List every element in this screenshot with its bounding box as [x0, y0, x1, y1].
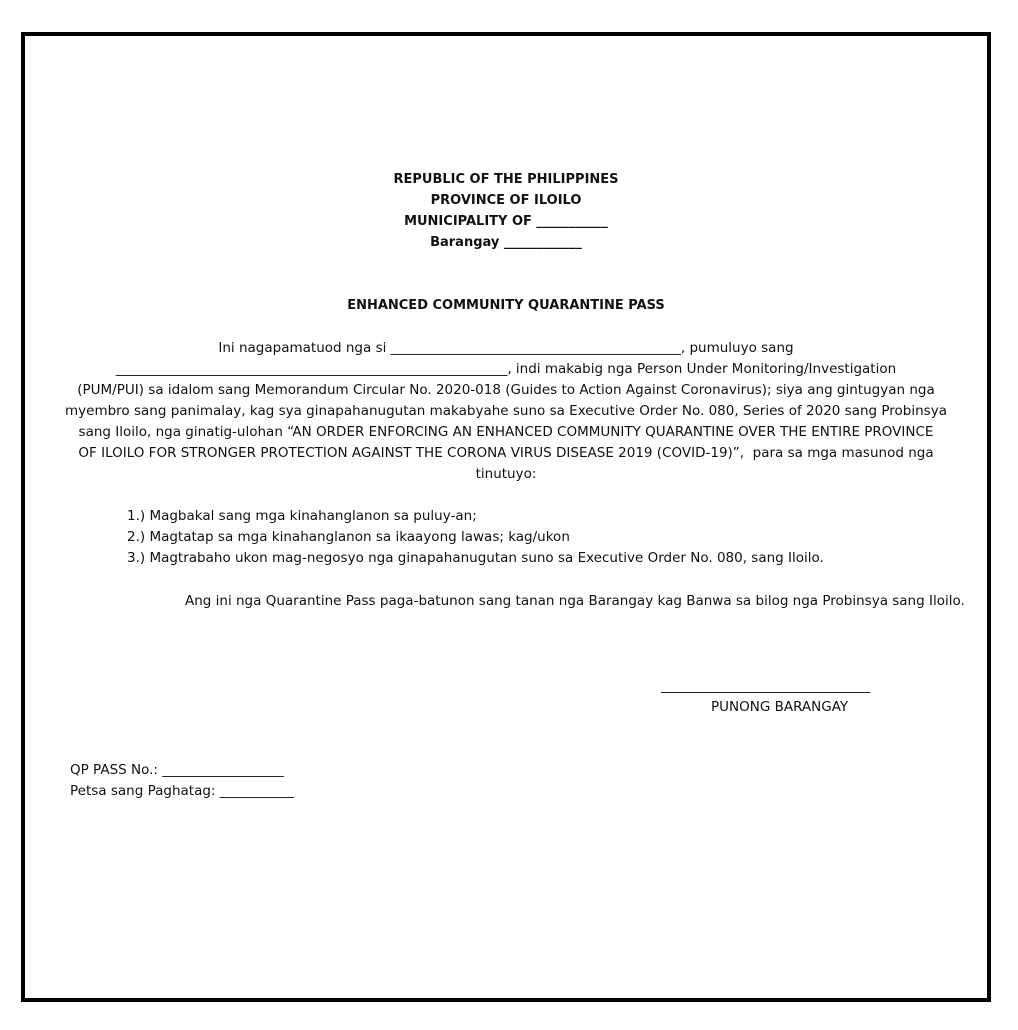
list-item: 2.) Magtatap sa mga kinahanglanon sa ikaayong lawas; kag/ukon — [127, 529, 570, 545]
body-line: Ini nagapamatuod nga si ___________________________________________, pumuluyo sang — [218, 340, 794, 356]
document-frame — [21, 32, 991, 1002]
issue-date: Petsa sang Paghatag: ___________ — [70, 783, 295, 799]
header-province: PROVINCE OF ILOILO — [430, 193, 582, 208]
list-item: 3.) Magtrabaho ukon mag-negosyo nga ginapahanugutan suno sa Executive Order No. 080, sang Iloilo. — [127, 550, 824, 566]
body-line: __________________________________________________________, indi makabig nga Person Under Monitoring/Investigation — [115, 361, 897, 377]
body-line: myembro sang panimalay, kag sya ginapahanugutan makabyahe suno sa Executive Order No. 080, Series of 2020 sang Probinsya — [65, 403, 947, 419]
body-line: sang Iloilo, nga ginatig-ulohan “AN ORDER ENFORCING AN ENHANCED COMMUNITY QUARANTINE OVER THE ENTIRE PROVINCE — [78, 424, 934, 440]
body-line: (PUM/PUI) sa idalom sang Memorandum Circular No. 2020-018 (Guides to Action Against Coronavirus); siya ang gintugyan nga — [77, 382, 935, 398]
body-line: tinutuyo: — [475, 466, 537, 482]
signature-line: _______________________________ — [661, 678, 871, 694]
header-republic: REPUBLIC OF THE PHILIPPINES — [393, 172, 619, 187]
header-barangay: Barangay ____________ — [430, 235, 582, 250]
signature-label: PUNONG BARANGAY — [711, 699, 849, 715]
body-line: OF ILOILO FOR STRONGER PROTECTION AGAINST THE CORONA VIRUS DISEASE 2019 (COVID-19)”, para sa mga masunod nga — [78, 445, 934, 461]
document-title: ENHANCED COMMUNITY QUARANTINE PASS — [347, 298, 665, 313]
header-municipality: MUNICIPALITY OF ___________ — [404, 214, 608, 229]
list-item: 1.) Magbakal sang mga kinahanglanon sa puluy-an; — [127, 508, 477, 524]
closing-statement: Ang ini nga Quarantine Pass paga-batunon sang tanan nga Barangay kag Banwa sa bilog nga Probinsya sang Iloilo. — [185, 593, 965, 609]
qp-pass-number: QP PASS No.: __________________ — [70, 762, 284, 778]
